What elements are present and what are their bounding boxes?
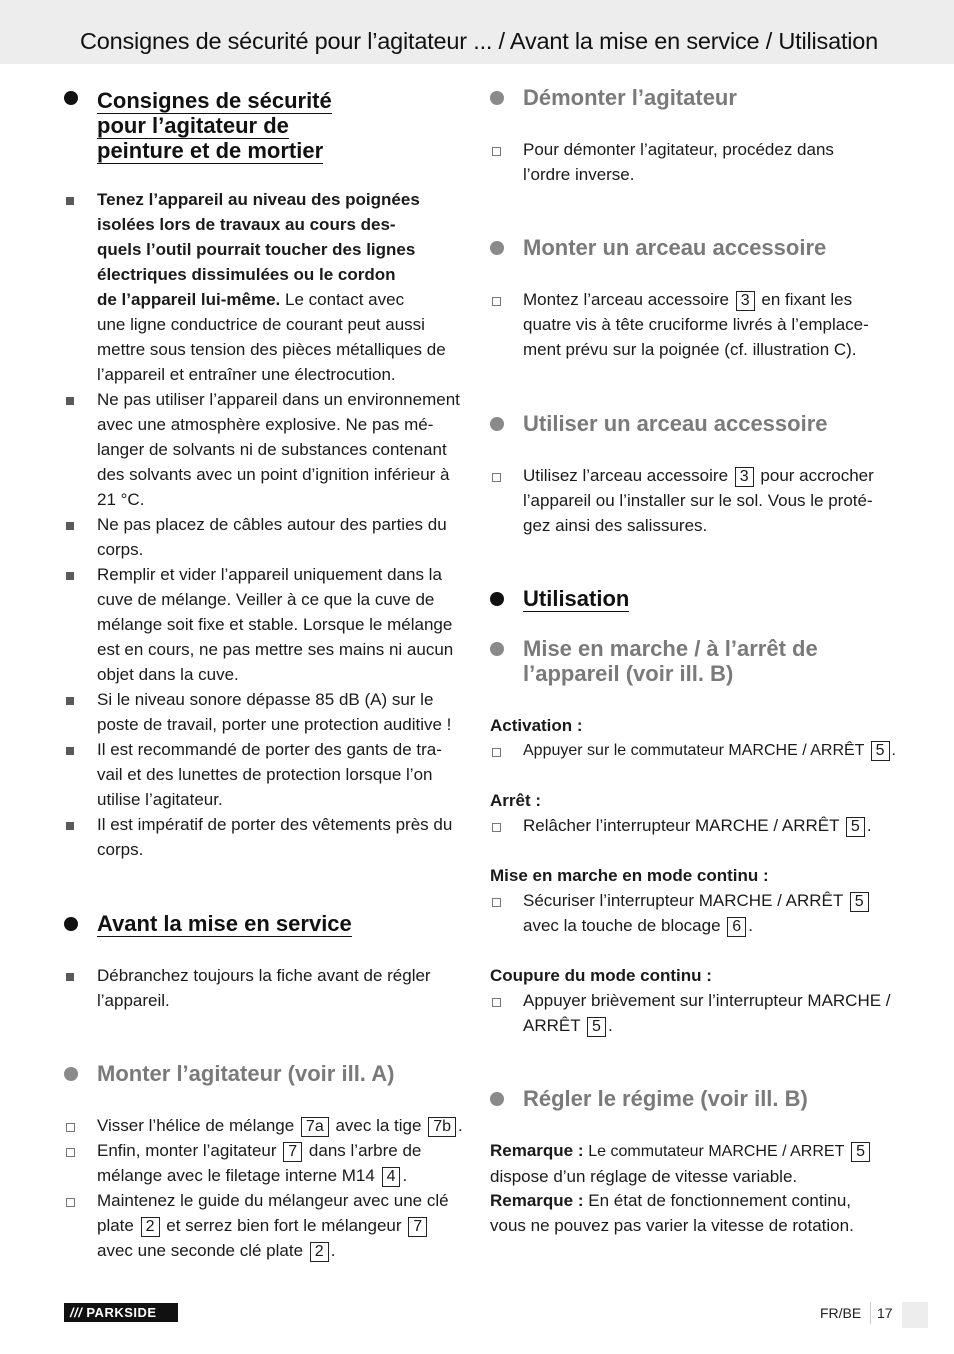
open-square-bullet-icon [492, 748, 501, 757]
square-bullet-icon [66, 522, 74, 530]
demonter-heading: Démonter l’agitateur [523, 85, 737, 110]
remarque-2: Remarque : En état de fonctionnement continu, vous ne pouvez pas varier la vitesse de rotation. [490, 1191, 854, 1235]
ref-box: 6 [727, 917, 746, 937]
ref-box: 7a [301, 1117, 329, 1137]
ref-box: 2 [141, 1217, 160, 1237]
open-square-bullet-icon [492, 473, 501, 482]
square-bullet-icon [66, 572, 74, 580]
open-square-bullet-icon [492, 823, 501, 832]
square-bullet-icon [66, 397, 74, 405]
ref-box: 2 [310, 1242, 329, 1262]
ref-box: 5 [851, 1142, 870, 1162]
square-bullet-icon [66, 973, 74, 981]
safety-heading-line-3: peinture et de mortier [97, 138, 324, 163]
bullet-dot-icon [64, 917, 78, 931]
header-band [0, 0, 954, 64]
monter-arceau-heading: Monter un arceau accessoire [523, 235, 827, 260]
coupure-label: Coupure du mode continu : [490, 966, 712, 985]
ref-box: 3 [735, 467, 754, 487]
activation-label: Activation : [490, 716, 583, 735]
bullet-dot-icon [490, 91, 504, 105]
bullet-dot-icon [64, 1067, 78, 1081]
open-square-bullet-icon [492, 147, 501, 156]
open-square-bullet-icon [492, 297, 501, 306]
square-bullet-icon [66, 822, 74, 830]
open-square-bullet-icon [492, 898, 501, 907]
continu-label: Mise en marche en mode continu : [490, 866, 769, 885]
ref-box: 5 [587, 1017, 606, 1037]
square-bullet-icon [66, 197, 74, 205]
bullet-dot-icon [490, 241, 504, 255]
ref-box: 3 [736, 291, 755, 311]
page-header-title: Consignes de sécurité pour l’agitateur ... / Avant la mise en service / Utilisation [80, 28, 879, 54]
arret-label: Arrêt : [490, 791, 542, 810]
bullet-dot-icon [490, 642, 504, 656]
ref-box: 4 [382, 1167, 401, 1187]
safety-heading [97, 88, 332, 163]
utiliser-arceau-heading: Utiliser un arceau accessoire [523, 411, 828, 436]
footer-grey-block [902, 1302, 928, 1328]
bullet-dot-icon [64, 91, 78, 105]
footer-lang: FR/BE [820, 1305, 862, 1321]
open-square-bullet-icon [66, 1123, 75, 1132]
avant-heading: Avant la mise en service [97, 911, 352, 936]
open-square-bullet-icon [492, 998, 501, 1007]
parkside-logo: /// PARKSIDE [64, 1303, 178, 1322]
page-number: 17 [877, 1305, 893, 1321]
footer-divider [870, 1302, 871, 1324]
open-square-bullet-icon [66, 1148, 75, 1157]
ref-box: 5 [871, 741, 890, 761]
open-square-bullet-icon [66, 1198, 75, 1207]
square-bullet-icon [66, 747, 74, 755]
monter-heading: Monter l’agitateur (voir ill. A) [97, 1061, 395, 1086]
bullet-dot-icon [490, 1092, 504, 1106]
ref-box: 5 [846, 817, 865, 837]
ref-box: 7 [283, 1142, 302, 1162]
bullet-dot-icon [490, 417, 504, 431]
ref-box: 7 [408, 1217, 427, 1237]
utilisation-heading: Utilisation [523, 586, 630, 611]
ref-box: 5 [850, 892, 869, 912]
square-bullet-icon [66, 697, 74, 705]
mise-en-marche-heading: Mise en marche / à l’arrêt de l’appareil (voir ill. B) [523, 636, 818, 686]
ref-box: 7b [428, 1117, 456, 1137]
safety-heading-line-1: Consignes de sécurité [97, 88, 332, 113]
remarque-1: Remarque : Le commutateur MARCHE / ARRET 5 dispose d’un réglage de vitesse variable. [490, 1138, 895, 1189]
regime-heading: Régler le régime (voir ill. B) [523, 1086, 808, 1111]
safety-heading-line-2: pour l’agitateur de [97, 113, 289, 138]
bullet-dot-icon [490, 592, 504, 606]
